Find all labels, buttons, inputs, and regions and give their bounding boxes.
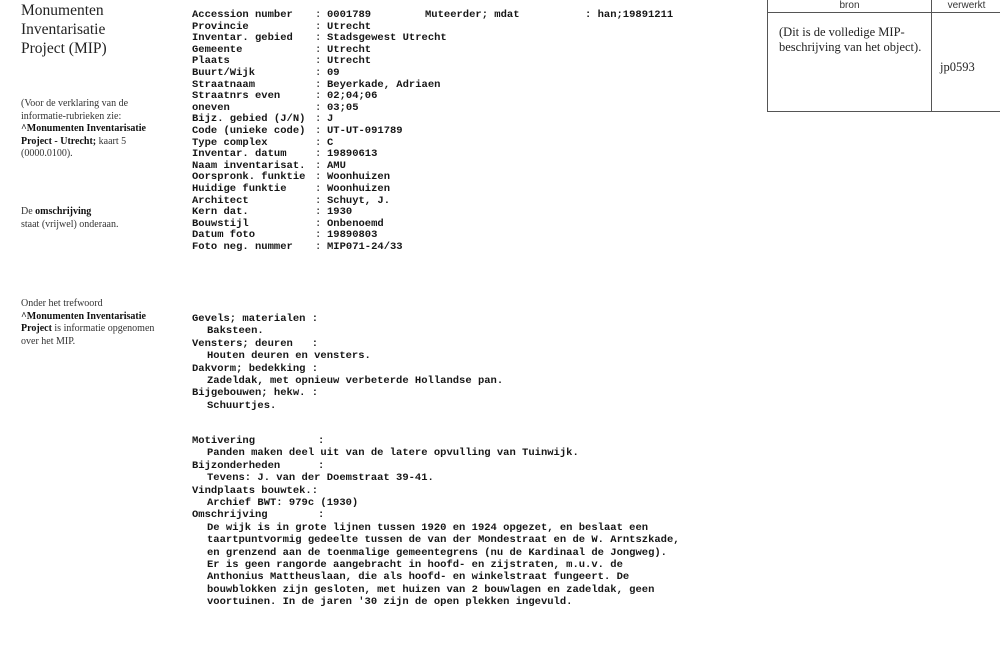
materials-section [192, 313, 503, 412]
section-text: Tevens: J. van der Doemstraat 39-41. [207, 472, 434, 485]
title-line: Monumenten [21, 2, 104, 19]
description-line: en grenzend aan de toenmalige gemeentegrens (nu de Kardinaal de Jongweg). [207, 546, 667, 559]
source-box [767, 0, 1000, 112]
field-row: Huidige funktie : Woonhuizen [192, 182, 391, 195]
details-section [192, 435, 680, 608]
field-row: Buurt/Wijk : 09 [192, 66, 340, 79]
field-row: Bijz. gebied (J/N) : J [192, 113, 334, 126]
description-line: bouwblokken zijn gesloten, met huizen van 2 bouwlagen en zadeldak, geen [207, 583, 655, 596]
field-row: Oorspronk. funktie : Woonhuizen [192, 171, 391, 184]
field-row: Plaats : Utrecht [192, 55, 372, 68]
field-row: Architect : Schuyt, J. [192, 194, 391, 207]
section-heading: Vensters; deuren : [192, 337, 319, 350]
field-row: Gemeente : Utrecht [192, 43, 372, 56]
collection-title [21, 1, 171, 58]
source-description: (Dit is de volledige MIP-beschrijving van het object). [779, 25, 922, 54]
section-heading: Vindplaats bouwtek.: [192, 484, 319, 497]
section-heading: Dakvorm; bedekking : [192, 362, 319, 375]
field-row: Foto neg. nummer : MIP071-24/33 [192, 240, 403, 253]
field-row: Inventar. datum : 19890613 [192, 148, 378, 161]
field-row: Provincie : Utrecht [192, 20, 372, 33]
column-divider [931, 0, 932, 111]
description-line: taartpuntvormig gedeelte tussen de van der Mondestraat en de W. Arntszkade, [207, 534, 680, 547]
section-text: Schuurtjes. [207, 399, 277, 412]
section-heading: Gevels; materialen : [192, 313, 319, 325]
title-line: Inventarisatie [21, 21, 106, 38]
section-text: Archief BWT: 979c (1930) [207, 496, 359, 509]
section-text: Baksteen. [207, 325, 264, 338]
record-fields [192, 9, 674, 253]
reference-link: ^Monumenten Inventarisatie Project - Utrecht; [21, 123, 146, 147]
description-line: Er is geen rangorde aangebracht in hoofd- en zijstraten, m.u.v. de [207, 558, 623, 571]
section-heading: Omschrijving : [192, 509, 325, 522]
field-row: Type complex : C [192, 136, 334, 149]
processed-column-header: verwerkt [932, 0, 1000, 13]
description-line: Anthonius Mattheuslaan, die als hoofd- en winkelstraat fungeert. De [207, 571, 630, 584]
processed-code: jp0593 [940, 60, 975, 74]
section-heading: Bijzonderheden : [192, 459, 325, 472]
field-row: oneven : 03;05 [192, 101, 359, 114]
section-text: Houten deuren en vensters. [207, 350, 371, 363]
sidebar [21, 0, 171, 347]
source-column-header: bron [768, 0, 931, 13]
section-text: Panden maken deel uit van de latere opvulling van Tuinwijk. [207, 447, 579, 460]
field-row: Kern dat. : 1930 [192, 206, 353, 219]
section-heading: Motivering : [192, 435, 325, 447]
field-row: Accession number : 0001789 Muteerder; mdat : han;19891211 [192, 9, 674, 21]
field-row: Datum foto : 19890803 [192, 229, 378, 242]
field-row: Naam inventarisat. : AMU [192, 159, 346, 172]
description-line: De wijk is in grote lijnen tussen 1920 en 1924 opgezet, en beslaat een [207, 521, 649, 534]
field-row: Straatnrs even : 02;04;06 [192, 90, 378, 103]
section-heading: Bijgebouwen; hekw. : [192, 387, 319, 400]
field-row: Bouwstijl : Onbenoemd [192, 217, 384, 230]
section-text: Zadeldak, met opnieuw verbeterde Hollandse pan. [207, 374, 504, 387]
explanation-note: (Voor de verklaring van de informatie-rubrieken zie: ^Monumenten Inventarisatie Project - Utrecht; kaart 5 (0000.0100). [21, 98, 146, 159]
mutator-label: Muteerder; mdat [425, 9, 520, 21]
keyword-note: Onder het trefwoord ^Monumenten Inventarisatie Project is informatie opgenomen over het MIP. [21, 298, 155, 347]
field-row: Code (unieke code) : UT-UT-091789 [192, 124, 403, 137]
description-note: De omschrijving staat (vrijwel) onderaan. [21, 206, 119, 230]
description-line: voortuinen. In de jaren '30 zijn de open plekken ingevuld. [207, 596, 573, 609]
mutator-value: : han;19891211 [585, 9, 674, 21]
field-row: Straatnaam : Beyerkade, Adriaen [192, 78, 441, 91]
title-line: Project (MIP) [21, 40, 107, 57]
field-row: Inventar. gebied : Stadsgewest Utrecht [192, 32, 447, 45]
